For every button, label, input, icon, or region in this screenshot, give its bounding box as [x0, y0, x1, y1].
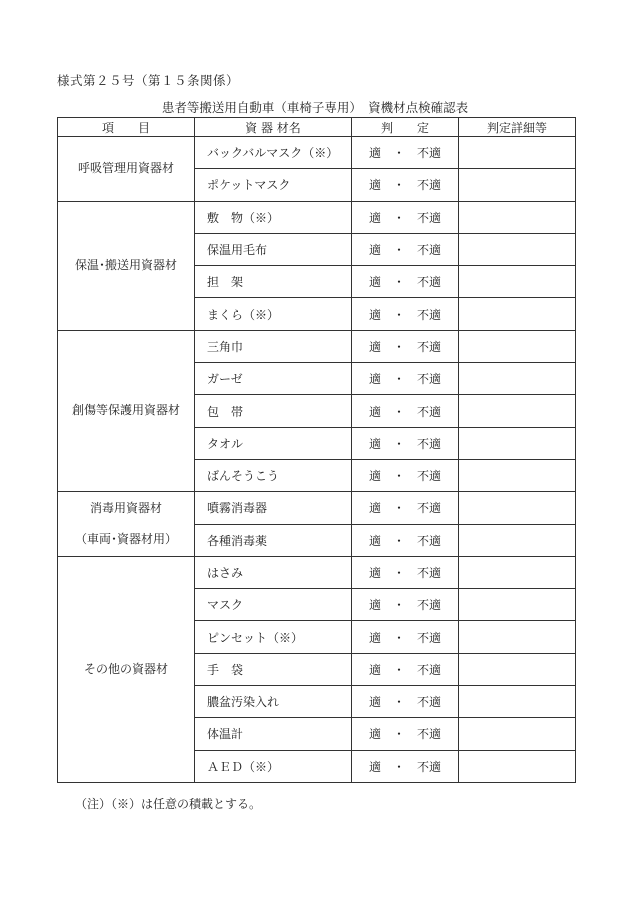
detail-field[interactable]: [459, 298, 576, 330]
judgement-options[interactable]: 適 ・ 不適: [352, 524, 459, 556]
category-label: 保温･搬送用資器材: [74, 258, 177, 273]
detail-field[interactable]: [459, 653, 576, 685]
judgement-options[interactable]: 適 ・ 不適: [352, 363, 459, 395]
material-name: ポケットマスク: [195, 169, 352, 201]
table-row: [58, 201, 576, 233]
material-name: ピンセット（※）: [195, 621, 352, 653]
detail-field[interactable]: [459, 363, 576, 395]
judgement-options[interactable]: 適 ・ 不適: [352, 750, 459, 782]
category-label: 消毒用資器材: [89, 500, 162, 515]
judgement-options[interactable]: 適 ・ 不適: [352, 233, 459, 265]
category-label: 呼吸管理用資器材: [77, 161, 174, 176]
judgement-options[interactable]: 適 ・ 不適: [352, 492, 459, 524]
judgement-options[interactable]: 適 ・ 不適: [352, 298, 459, 330]
inspection-table: [57, 117, 576, 783]
judgement-options[interactable]: 適 ・ 不適: [352, 459, 459, 491]
material-name: 各種消毒薬: [195, 524, 352, 556]
detail-field[interactable]: [459, 556, 576, 588]
judgement-options[interactable]: 適 ・ 不適: [352, 330, 459, 362]
table-row: [58, 330, 576, 362]
header-material: 資 器 材名: [195, 118, 352, 137]
material-name: バックバルマスク（※）: [195, 137, 352, 169]
material-name: 三角巾: [195, 330, 352, 362]
judgement-options[interactable]: 適 ・ 不適: [352, 169, 459, 201]
detail-field[interactable]: [459, 621, 576, 653]
judgement-options[interactable]: 適 ・ 不適: [352, 653, 459, 685]
detail-field[interactable]: [459, 169, 576, 201]
detail-field[interactable]: [459, 395, 576, 427]
judgement-options[interactable]: 適 ・ 不適: [352, 137, 459, 169]
detail-field[interactable]: [459, 330, 576, 362]
footnote: （注）（※）は任意の積載とする。: [75, 797, 262, 811]
detail-field[interactable]: [459, 589, 576, 621]
detail-field[interactable]: [459, 137, 576, 169]
material-name: まくら（※）: [195, 298, 352, 330]
header-item: 項 目: [58, 118, 195, 137]
material-name: ＡＥＤ（※）: [195, 750, 352, 782]
material-name: 包 帯: [195, 395, 352, 427]
judgement-options[interactable]: 適 ・ 不適: [352, 556, 459, 588]
judgement-options[interactable]: 適 ・ 不適: [352, 266, 459, 298]
detail-field[interactable]: [459, 750, 576, 782]
detail-field[interactable]: [459, 201, 576, 233]
judgement-options[interactable]: 適 ・ 不適: [352, 621, 459, 653]
detail-field[interactable]: [459, 524, 576, 556]
category-label: （車両･資器材用）: [74, 532, 177, 547]
detail-field[interactable]: [459, 233, 576, 265]
table-row: [58, 137, 576, 169]
judgement-options[interactable]: 適 ・ 不適: [352, 718, 459, 750]
material-name: マスク: [195, 589, 352, 621]
document-title: 患者等搬送用自動車（車椅子専用） 資機材点検確認表: [161, 100, 469, 115]
detail-field[interactable]: [459, 718, 576, 750]
material-name: 敷 物（※）: [195, 201, 352, 233]
judgement-options[interactable]: 適 ・ 不適: [352, 427, 459, 459]
material-name: 体温計: [195, 718, 352, 750]
detail-field[interactable]: [459, 459, 576, 491]
judgement-options[interactable]: 適 ・ 不適: [352, 686, 459, 718]
detail-field[interactable]: [459, 686, 576, 718]
category-label: その他の資器材: [83, 661, 168, 676]
material-name: 手 袋: [195, 653, 352, 685]
category-cell: [58, 137, 195, 202]
judgement-options[interactable]: 適 ・ 不適: [352, 395, 459, 427]
detail-field[interactable]: [459, 266, 576, 298]
table-row: [58, 556, 576, 588]
judgement-options[interactable]: 適 ・ 不適: [352, 201, 459, 233]
category-cell: [58, 492, 195, 557]
form-number: 様式第２５号（第１５条関係）: [57, 73, 240, 88]
material-name: 保温用毛布: [195, 233, 352, 265]
table-body: [58, 137, 576, 783]
header-judgement: 判 定: [352, 118, 459, 137]
detail-field[interactable]: [459, 492, 576, 524]
material-name: 担 架: [195, 266, 352, 298]
category-cell: [58, 556, 195, 782]
material-name: ガーゼ: [195, 363, 352, 395]
material-name: ばんそうこう: [195, 459, 352, 491]
category-label: 創傷等保護用資器材: [71, 403, 180, 418]
table-header-row: [58, 118, 576, 137]
detail-field[interactable]: [459, 427, 576, 459]
material-name: タオル: [195, 427, 352, 459]
material-name: はさみ: [195, 556, 352, 588]
judgement-options[interactable]: 適 ・ 不適: [352, 589, 459, 621]
table-row: [58, 492, 576, 524]
category-cell: [58, 330, 195, 491]
material-name: 膿盆汚染入れ: [195, 686, 352, 718]
header-detail: 判定詳細等: [459, 118, 576, 137]
material-name: 噴霧消毒器: [195, 492, 352, 524]
category-cell: [58, 201, 195, 330]
